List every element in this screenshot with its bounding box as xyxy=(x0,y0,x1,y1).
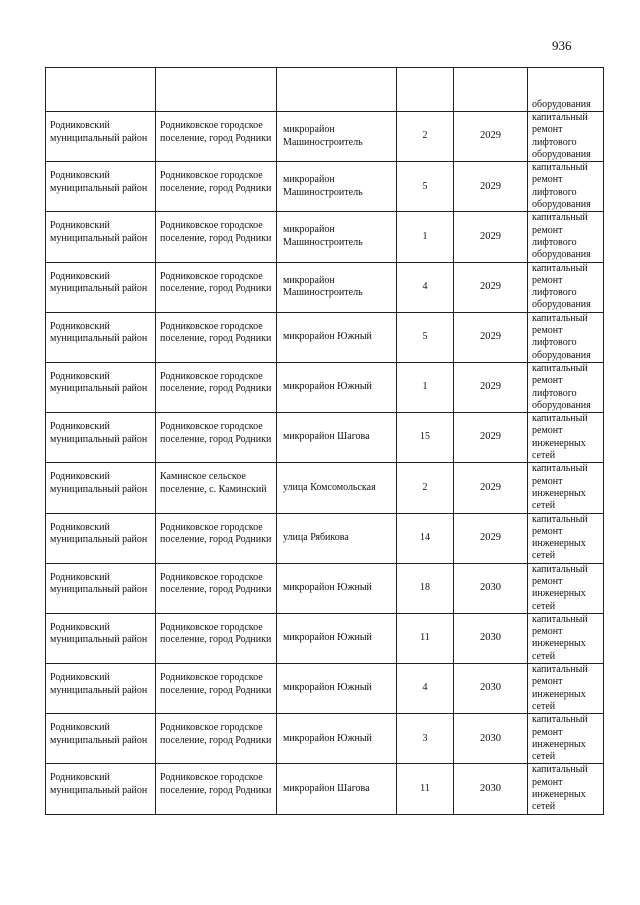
district-cell: Родниковский муниципальный район xyxy=(46,613,156,663)
house-number-cell: 1 xyxy=(397,362,454,412)
table-row xyxy=(46,664,604,714)
settlement-cell: Родниковское городское поселение, город Родники xyxy=(156,212,277,262)
street-cell: микрорайон Машиностроитель xyxy=(277,112,397,162)
house-number-cell: 5 xyxy=(397,312,454,362)
year-cell: 2029 xyxy=(454,312,528,362)
table-row xyxy=(46,312,604,362)
year-cell: 2030 xyxy=(454,664,528,714)
street-cell: микрорайон Южный xyxy=(277,613,397,663)
street-cell: микрорайон Южный xyxy=(277,664,397,714)
street-cell: улица Комсомольская xyxy=(277,463,397,513)
year-cell: 2029 xyxy=(454,162,528,212)
district-cell: Родниковский муниципальный район xyxy=(46,463,156,513)
street-cell: микрорайон Южный xyxy=(277,714,397,764)
street-cell: микрорайон Машиностроитель xyxy=(277,162,397,212)
year-cell: 2029 xyxy=(454,212,528,262)
work-type-cell: капитальный ремонт инженерных сетей xyxy=(528,463,604,513)
street-cell: улица Рябикова xyxy=(277,513,397,563)
settlement-cell: Родниковское городское поселение, город Родники xyxy=(156,312,277,362)
table-row xyxy=(46,362,604,412)
settlement-cell: Каминское сельское поселение, с. Каминский xyxy=(156,463,277,513)
repair-schedule-table xyxy=(45,67,604,815)
settlement-cell: Родниковское городское поселение, город Родники xyxy=(156,764,277,814)
settlement-cell: Родниковское городское поселение, город Родники xyxy=(156,664,277,714)
table-row xyxy=(46,513,604,563)
street-cell: микрорайон Южный xyxy=(277,362,397,412)
district-cell: Родниковский муниципальный район xyxy=(46,513,156,563)
table-row xyxy=(46,262,604,312)
house-number-cell: 2 xyxy=(397,112,454,162)
empty-cell xyxy=(46,68,156,112)
district-cell: Родниковский муниципальный район xyxy=(46,714,156,764)
settlement-cell: Родниковское городское поселение, город Родники xyxy=(156,513,277,563)
settlement-cell: Родниковское городское поселение, город Родники xyxy=(156,162,277,212)
settlement-cell: Родниковское городское поселение, город Родники xyxy=(156,613,277,663)
house-number-cell: 11 xyxy=(397,613,454,663)
district-cell: Родниковский муниципальный район xyxy=(46,413,156,463)
page-number: 936 xyxy=(552,38,572,53)
settlement-cell: Родниковское городское поселение, город Родники xyxy=(156,413,277,463)
year-cell: 2030 xyxy=(454,714,528,764)
street-cell: микрорайон Шагова xyxy=(277,413,397,463)
table-row xyxy=(46,463,604,513)
empty-cell xyxy=(156,68,277,112)
house-number-cell: 11 xyxy=(397,764,454,814)
work-type-cell: капитальный ремонт инженерных сетей xyxy=(528,513,604,563)
house-number-cell: 1 xyxy=(397,212,454,262)
street-cell: микрорайон Южный xyxy=(277,563,397,613)
work-type-cell: капитальный ремонт инженерных сетей xyxy=(528,563,604,613)
house-number-cell: 15 xyxy=(397,413,454,463)
district-cell: Родниковский муниципальный район xyxy=(46,664,156,714)
year-cell: 2030 xyxy=(454,764,528,814)
work-type-cell: капитальный ремонт лифтового оборудования xyxy=(528,162,604,212)
district-cell: Родниковский муниципальный район xyxy=(46,312,156,362)
continuation-row xyxy=(46,68,604,112)
street-cell: микрорайон Машиностроитель xyxy=(277,262,397,312)
year-cell: 2030 xyxy=(454,563,528,613)
table-row xyxy=(46,413,604,463)
settlement-cell: Родниковское городское поселение, город Родники xyxy=(156,563,277,613)
empty-cell xyxy=(454,68,528,112)
house-number-cell: 4 xyxy=(397,262,454,312)
district-cell: Родниковский муниципальный район xyxy=(46,262,156,312)
house-number-cell: 3 xyxy=(397,714,454,764)
district-cell: Родниковский муниципальный район xyxy=(46,563,156,613)
settlement-cell: Родниковское городское поселение, город Родники xyxy=(156,714,277,764)
settlement-cell: Родниковское городское поселение, город Родники xyxy=(156,112,277,162)
year-cell: 2029 xyxy=(454,463,528,513)
house-number-cell: 14 xyxy=(397,513,454,563)
work-type-cell: капитальный ремонт лифтового оборудования xyxy=(528,112,604,162)
table-row xyxy=(46,112,604,162)
work-type-cell: капитальный ремонт лифтового оборудования xyxy=(528,362,604,412)
work-type-cell: капитальный ремонт инженерных сетей xyxy=(528,714,604,764)
year-cell: 2029 xyxy=(454,513,528,563)
settlement-cell: Родниковское городское поселение, город Родники xyxy=(156,362,277,412)
table-row xyxy=(46,563,604,613)
district-cell: Родниковский муниципальный район xyxy=(46,212,156,262)
work-type-cell: капитальный ремонт инженерных сетей xyxy=(528,764,604,814)
house-number-cell: 5 xyxy=(397,162,454,212)
table-row xyxy=(46,613,604,663)
year-cell: 2030 xyxy=(454,613,528,663)
house-number-cell: 18 xyxy=(397,563,454,613)
year-cell: 2029 xyxy=(454,112,528,162)
empty-cell xyxy=(277,68,397,112)
year-cell: 2029 xyxy=(454,413,528,463)
work-type-cell: капитальный ремонт лифтового оборудования xyxy=(528,262,604,312)
work-type-cell: капитальный ремонт лифтового оборудования xyxy=(528,312,604,362)
year-cell: 2029 xyxy=(454,362,528,412)
empty-cell xyxy=(397,68,454,112)
district-cell: Родниковский муниципальный район xyxy=(46,162,156,212)
year-cell: 2029 xyxy=(454,262,528,312)
work-type-cell: капитальный ремонт инженерных сетей xyxy=(528,413,604,463)
street-cell: микрорайон Машиностроитель xyxy=(277,212,397,262)
district-cell: Родниковский муниципальный район xyxy=(46,764,156,814)
district-cell: Родниковский муниципальный район xyxy=(46,112,156,162)
street-cell: микрорайон Шагова xyxy=(277,764,397,814)
table-row xyxy=(46,764,604,814)
house-number-cell: 2 xyxy=(397,463,454,513)
settlement-cell: Родниковское городское поселение, город Родники xyxy=(156,262,277,312)
table-row xyxy=(46,212,604,262)
work-type-cell: оборудования xyxy=(528,68,604,112)
work-type-cell: капитальный ремонт инженерных сетей xyxy=(528,664,604,714)
work-type-cell: капитальный ремонт инженерных сетей xyxy=(528,613,604,663)
work-type-cell: капитальный ремонт лифтового оборудования xyxy=(528,212,604,262)
district-cell: Родниковский муниципальный район xyxy=(46,362,156,412)
table-body xyxy=(46,68,604,815)
street-cell: микрорайон Южный xyxy=(277,312,397,362)
table-row xyxy=(46,162,604,212)
house-number-cell: 4 xyxy=(397,664,454,714)
table-row xyxy=(46,714,604,764)
